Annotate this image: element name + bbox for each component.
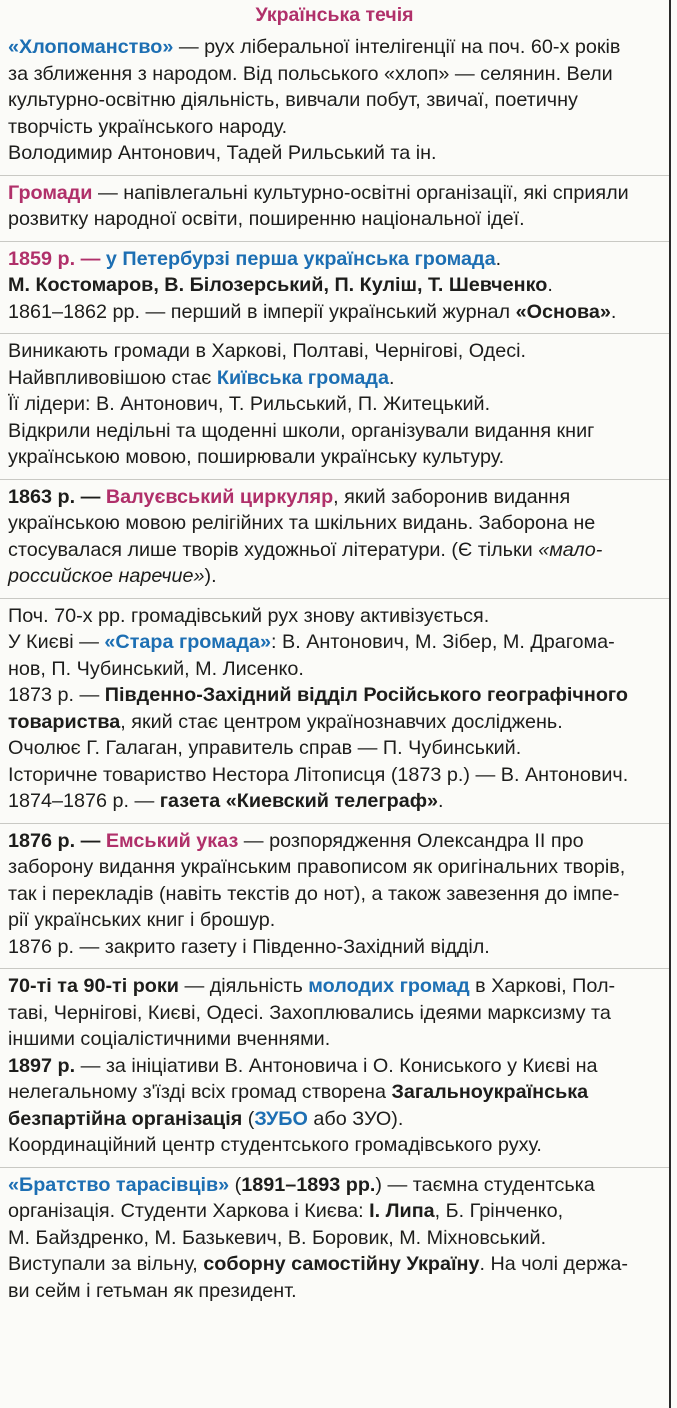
block-molodi-hromady: 70-ті та 90-ті роки — діяльність молодих громад в Харкові, Пол- таві, Чернігові, Києві, Одесі. Захоплювались ідеями марксизму та іншими соціалістичними вченнями. 1897 р. — за ініціативи В. Антоновича і О. Кониського у Києві на нелегальному з'їзді всіх громад створена Загальноукраїнська безпартійна організація (ЗУБО або ЗУО). Координаційний центр студентського громадівського руху. (0, 969, 669, 1168)
block-1863: 1863 р. — Валуєвський циркуляр, який заборонив видання українською мовою релігійних та шкільних видань. Заборона не стосувалася лише творів художньої літератури. (Є тільки «мало- российское наречие»). (0, 480, 669, 599)
block-kyiv-hromada: Виникають громади в Харкові, Полтаві, Чернігові, Одесі. Найвпливовішою стає Київська громада. Її лідери: В. Антонович, Т. Рильський, П. Житецький. Відкрили недільні та щоденні школи, організували видання книг українською мовою, поширювали українську культуру. (0, 334, 669, 480)
block-1876: 1876 р. — Емський указ — розпорядження Олександра II про заборону видання українським правописом як оригінальних творів, так і перекладів (навіть текстів до нот), а також завезення до імпе- рії українських книг і брошур. 1876 р. — закрито газету і Південно-Західний відділ. (0, 824, 669, 970)
block-bratstvo-tarasivtsiv: «Братство тарасівців» (1891–1893 рр.) — таємна студентська організація. Студенти Харкова і Києва: І. Липа, Б. Грінченко, М. Байздренко, М. Базькевич, В. Боровик, М. Міхновський. Виступали за вільну, соборну самостійну Україну. На чолі держа- ви сейм і гетьман як президент. (8, 1173, 628, 1302)
section-title: Українська течія (255, 4, 414, 26)
block-hromady: Громади — напівлегальні культурно-освітні організації, які сприяли розвитку народної освіти, поширенню національної ідеї. (0, 176, 669, 242)
term-hromady: Громади (8, 181, 93, 204)
block-1859: 1859 р. — у Петербурзі перша українська громада. М. Костомаров, В. Білозерський, П. Куліш, Т. Шевченко. 1861–1862 рр. — перший в імперії український журнал «Основа». (0, 242, 669, 335)
block-stara-hromada: Поч. 70-х рр. громадівський рух знову активізується. У Києві — «Стара громада»: В. Антонович, М. Зібер, М. Драгома- нов, П. Чубинський, М. Лисенко. 1873 р. — Південно-Західний відділ Російського географічного товариства, який стає центром українознавчих досліджень. Очолює Г. Галаган, управитель справ — П. Чубинський. Історичне товариство Нестора Літописця (1873 р.) — В. Антонович. 1874–1876 р. — газета «Киевский телеграф». (0, 599, 669, 824)
block-khlopomanstvo: «Хлопоманство» — рух ліберальної інтелігенції на поч. 60-х років за зближення з народом. Від польського «хлоп» — селянин. Вели культурно-освітню діяльність, вивчали побут, звичаї, поетичну творчість українського народу. Володимир Антонович, Тадей Рильський та ін. (0, 30, 669, 176)
term-khlopomanstvo: «Хлопоманство» (8, 36, 174, 58)
